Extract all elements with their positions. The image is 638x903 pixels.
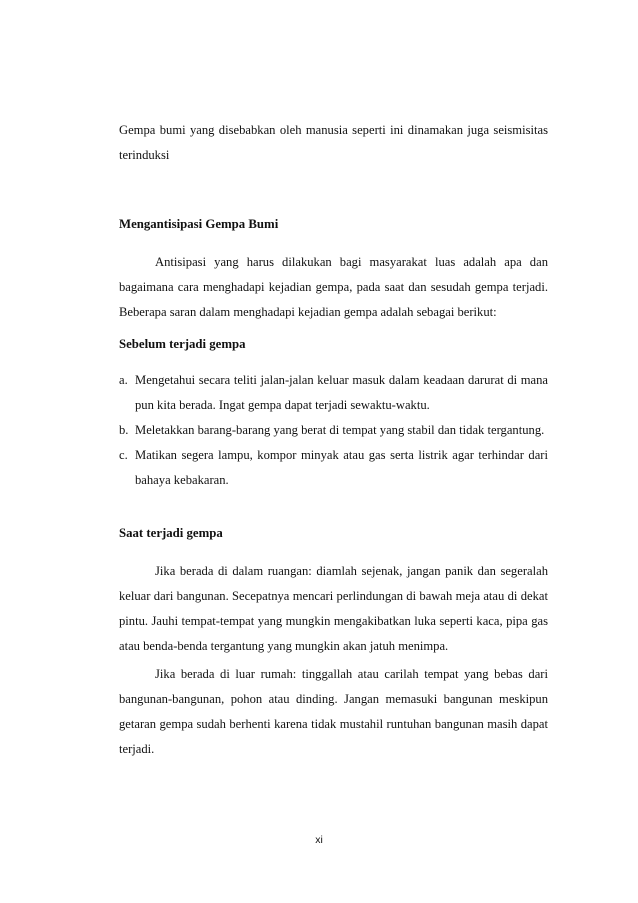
list-item xyxy=(119,368,548,418)
intro-paragraph: Gempa bumi yang disebabkan oleh manusia seperti ini dinamakan juga seismisitas terinduksi xyxy=(119,123,548,162)
section-paragraph: Antisipasi yang harus dilakukan bagi masyarakat luas adalah apa dan bagaimana cara menghadapi kejadian gempa, pada saat dan sesudah gempa terjadi. Beberapa saran dalam menghadapi kejadian gempa adalah sebagai berikut: xyxy=(119,255,548,319)
list-item-text: Meletakkan barang-barang yang berat di tempat yang stabil dan tidak tergantung. xyxy=(135,423,545,437)
before-heading: Sebelum terjadi gempa xyxy=(119,337,246,351)
list-marker: b. xyxy=(119,423,129,437)
list-item-text: Mengetahui secara teliti jalan-jalan keluar masuk dalam keadaan darurat di mana pun kita berada. Ingat gempa dapat terjadi sewaktu-waktu. xyxy=(135,373,548,412)
section-heading: Mengantisipasi Gempa Bumi xyxy=(119,217,279,231)
during-paragraph-1: Jika berada di dalam ruangan: diamlah sejenak, jangan panik dan segeralah keluar dari bangunan. Secepatnya mencari perlindungan di bawah meja atau di dekat pintu. Jauhi tempat-tempat yang mungkin mengakibatkan luka seperti kaca, pipa gas atau benda-benda tergantung yang mungkin akan jatuh menimpa. xyxy=(119,564,548,653)
list-item xyxy=(119,443,548,493)
during-paragraph-2: Jika berada di luar rumah: tinggallah atau carilah tempat yang bebas dari bangunan-bangunan, pohon atau dinding. Jangan memasuki bangunan meskipun getaran gempa sudah berhenti karena tidak mustahil runtuhan bangunan masih dapat terjadi. xyxy=(119,667,548,756)
list-marker: c. xyxy=(119,448,128,462)
document-page xyxy=(119,0,548,903)
list-item xyxy=(119,418,548,443)
page-number: xi xyxy=(315,834,323,846)
list-marker: a. xyxy=(119,373,128,387)
list-item-text: Matikan segera lampu, kompor minyak atau gas serta listrik agar terhindar dari bahaya kebakaran. xyxy=(135,448,548,487)
during-heading: Saat terjadi gempa xyxy=(119,526,223,540)
before-list xyxy=(119,368,548,493)
